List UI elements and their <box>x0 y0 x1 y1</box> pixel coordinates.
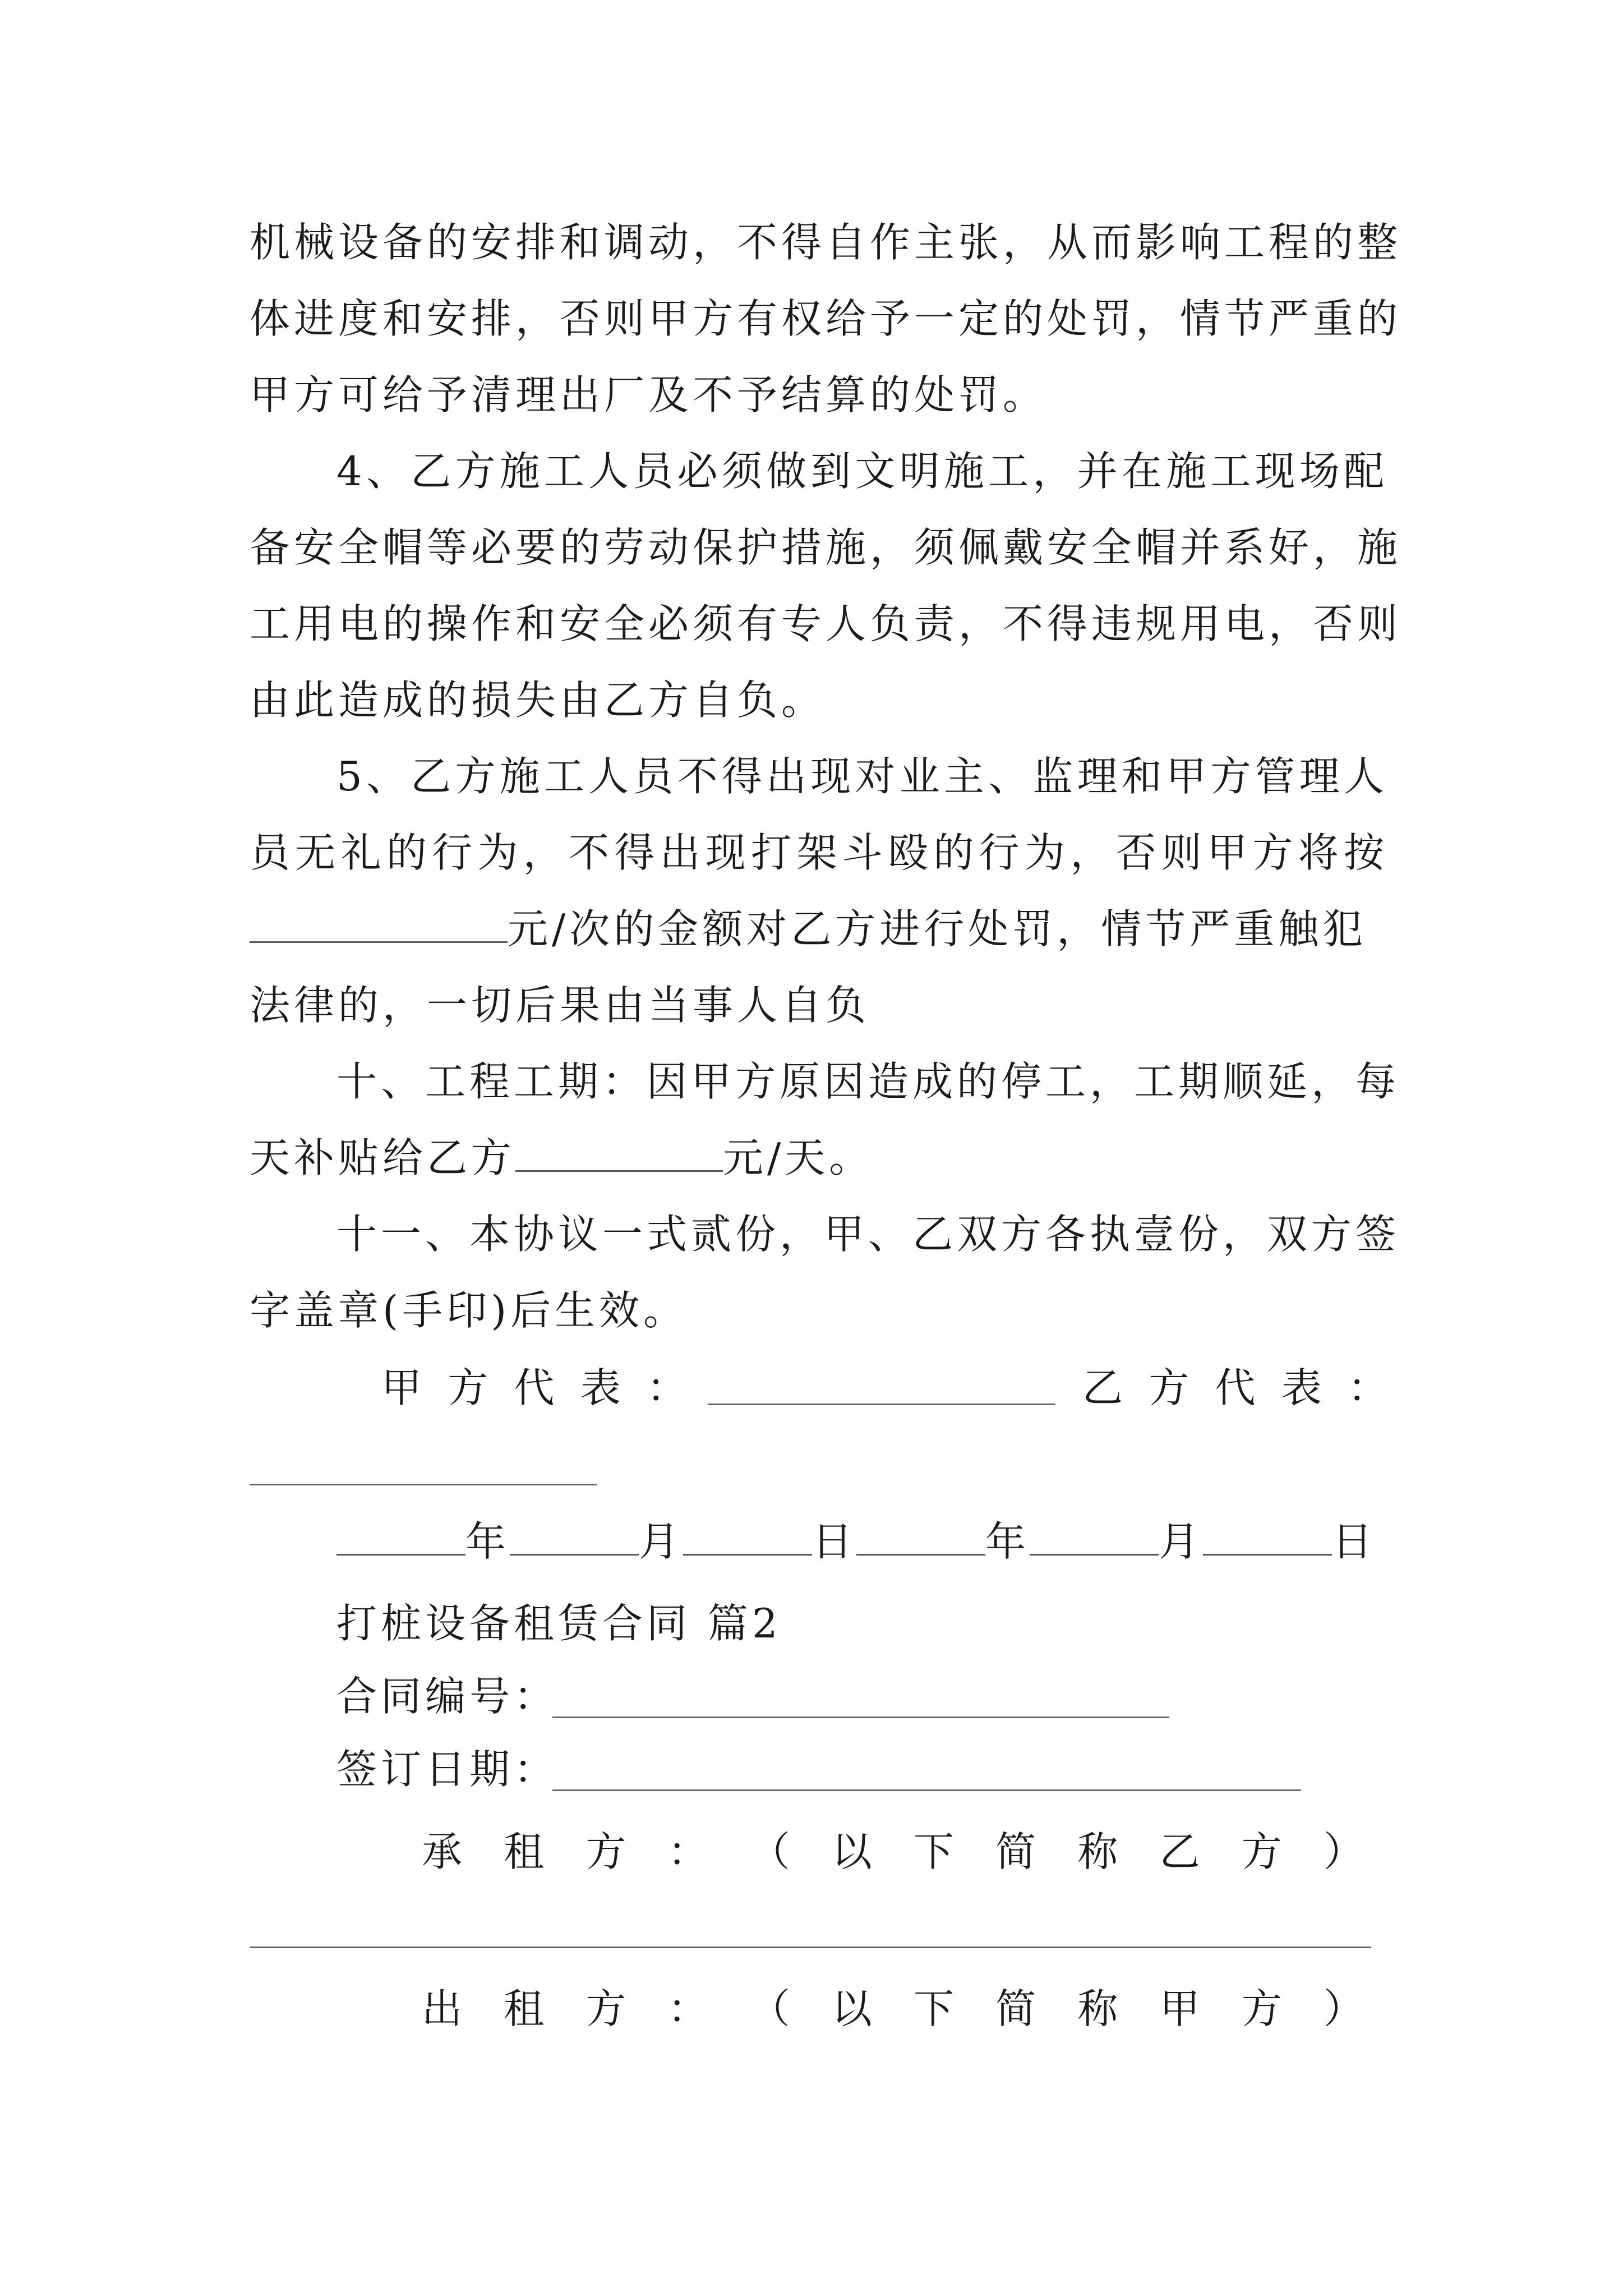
clause5-line-1: 5、乙方施工人员不得出现对业主、监理和甲方管理人 <box>336 753 1388 800</box>
clause10-line-2-text: 天补贴给乙方 <box>250 1134 516 1181</box>
lessor-label: 出 租 方 ： （ 以 下 简 称 甲 方 ） <box>422 1985 1364 2032</box>
clause3-line-3: 甲方可给予清理出厂及不予结算的处罚。 <box>250 371 1048 418</box>
clause5-line-3 <box>250 903 1388 955</box>
contract-number-label: 合同编号： <box>336 1673 559 1720</box>
clause4-line-3: 工用电的操作和安全必须有专人负责，不得违规用电，否则 <box>250 600 1402 647</box>
lessee-label: 承 租 方 ： （ 以 下 简 称 乙 方 ） <box>422 1828 1364 1875</box>
clause5-line-3-text: 元/次的金额对乙方进行处罚，情节严重触犯 <box>508 905 1367 953</box>
date-b-day-blank[interactable] <box>1203 1519 1332 1556</box>
date-row <box>336 1516 1388 1567</box>
daily-subsidy-blank[interactable] <box>515 1135 723 1172</box>
date-a-year-blank[interactable] <box>336 1519 465 1556</box>
clause10-line-1: 十、工程工期：因甲方原因造成的停工，工期顺延，每 <box>336 1058 1400 1105</box>
party-b-signature-blank[interactable] <box>250 1484 597 1485</box>
date-b-year-label: 年 <box>985 1518 1030 1565</box>
contract2-title: 打桩设备租赁合同 篇2 <box>336 1600 782 1647</box>
clause3-line-2: 体进度和安排，否则甲方有权给予一定的处罚，情节严重的 <box>250 295 1402 342</box>
party-b-representative-label: 乙 方 代 表 ： <box>1082 1364 1388 1411</box>
clause5-line-2: 员无礼的行为，不得出现打架斗殴的行为，否则甲方将按 <box>250 829 1388 876</box>
penalty-amount-blank[interactable] <box>250 907 508 943</box>
party-a-signature-blank[interactable] <box>708 1404 1055 1405</box>
clause4-line-2: 备安全帽等必要的劳动保护措施，须佩戴安全帽并系好，施 <box>250 524 1402 571</box>
party-a-representative-label: 甲 方 代 表 ： <box>381 1364 687 1411</box>
date-b-day-label: 日 <box>1332 1518 1377 1565</box>
sign-date-blank[interactable] <box>552 1789 1301 1791</box>
clause5-line-4: 法律的，一切后果由当事人自负 <box>250 982 870 1029</box>
date-a-day-label: 日 <box>812 1518 857 1565</box>
date-b-year-blank[interactable] <box>856 1519 985 1556</box>
clause11-line-1: 十一、本协议一式贰份，甲、乙双方各执壹份，双方签 <box>336 1211 1400 1258</box>
date-a-year-label: 年 <box>465 1518 510 1565</box>
date-b-month-blank[interactable] <box>1030 1519 1159 1556</box>
clause3-line-1: 机械设备的安排和调动，不得自作主张，从而影响工程的整 <box>250 219 1402 266</box>
clause4-line-4: 由此造成的损失由乙方自负。 <box>250 677 826 724</box>
clause4-line-1: 4、乙方施工人员必须做到文明施工，并在施工现场配 <box>336 448 1388 495</box>
clause10-line-2 <box>250 1132 1388 1184</box>
date-a-month-label: 月 <box>639 1518 684 1565</box>
clause11-line-2: 字盖章(手印)后生效。 <box>250 1287 688 1334</box>
date-a-day-blank[interactable] <box>683 1519 812 1556</box>
contract-number-blank[interactable] <box>552 1717 1169 1718</box>
date-b-month-label: 月 <box>1159 1518 1204 1565</box>
lessee-blank[interactable] <box>250 1947 1371 1948</box>
clause10-line-2-unit: 元/天。 <box>723 1134 874 1181</box>
sign-date-label: 签订日期： <box>336 1746 559 1793</box>
date-a-month-blank[interactable] <box>510 1519 639 1556</box>
